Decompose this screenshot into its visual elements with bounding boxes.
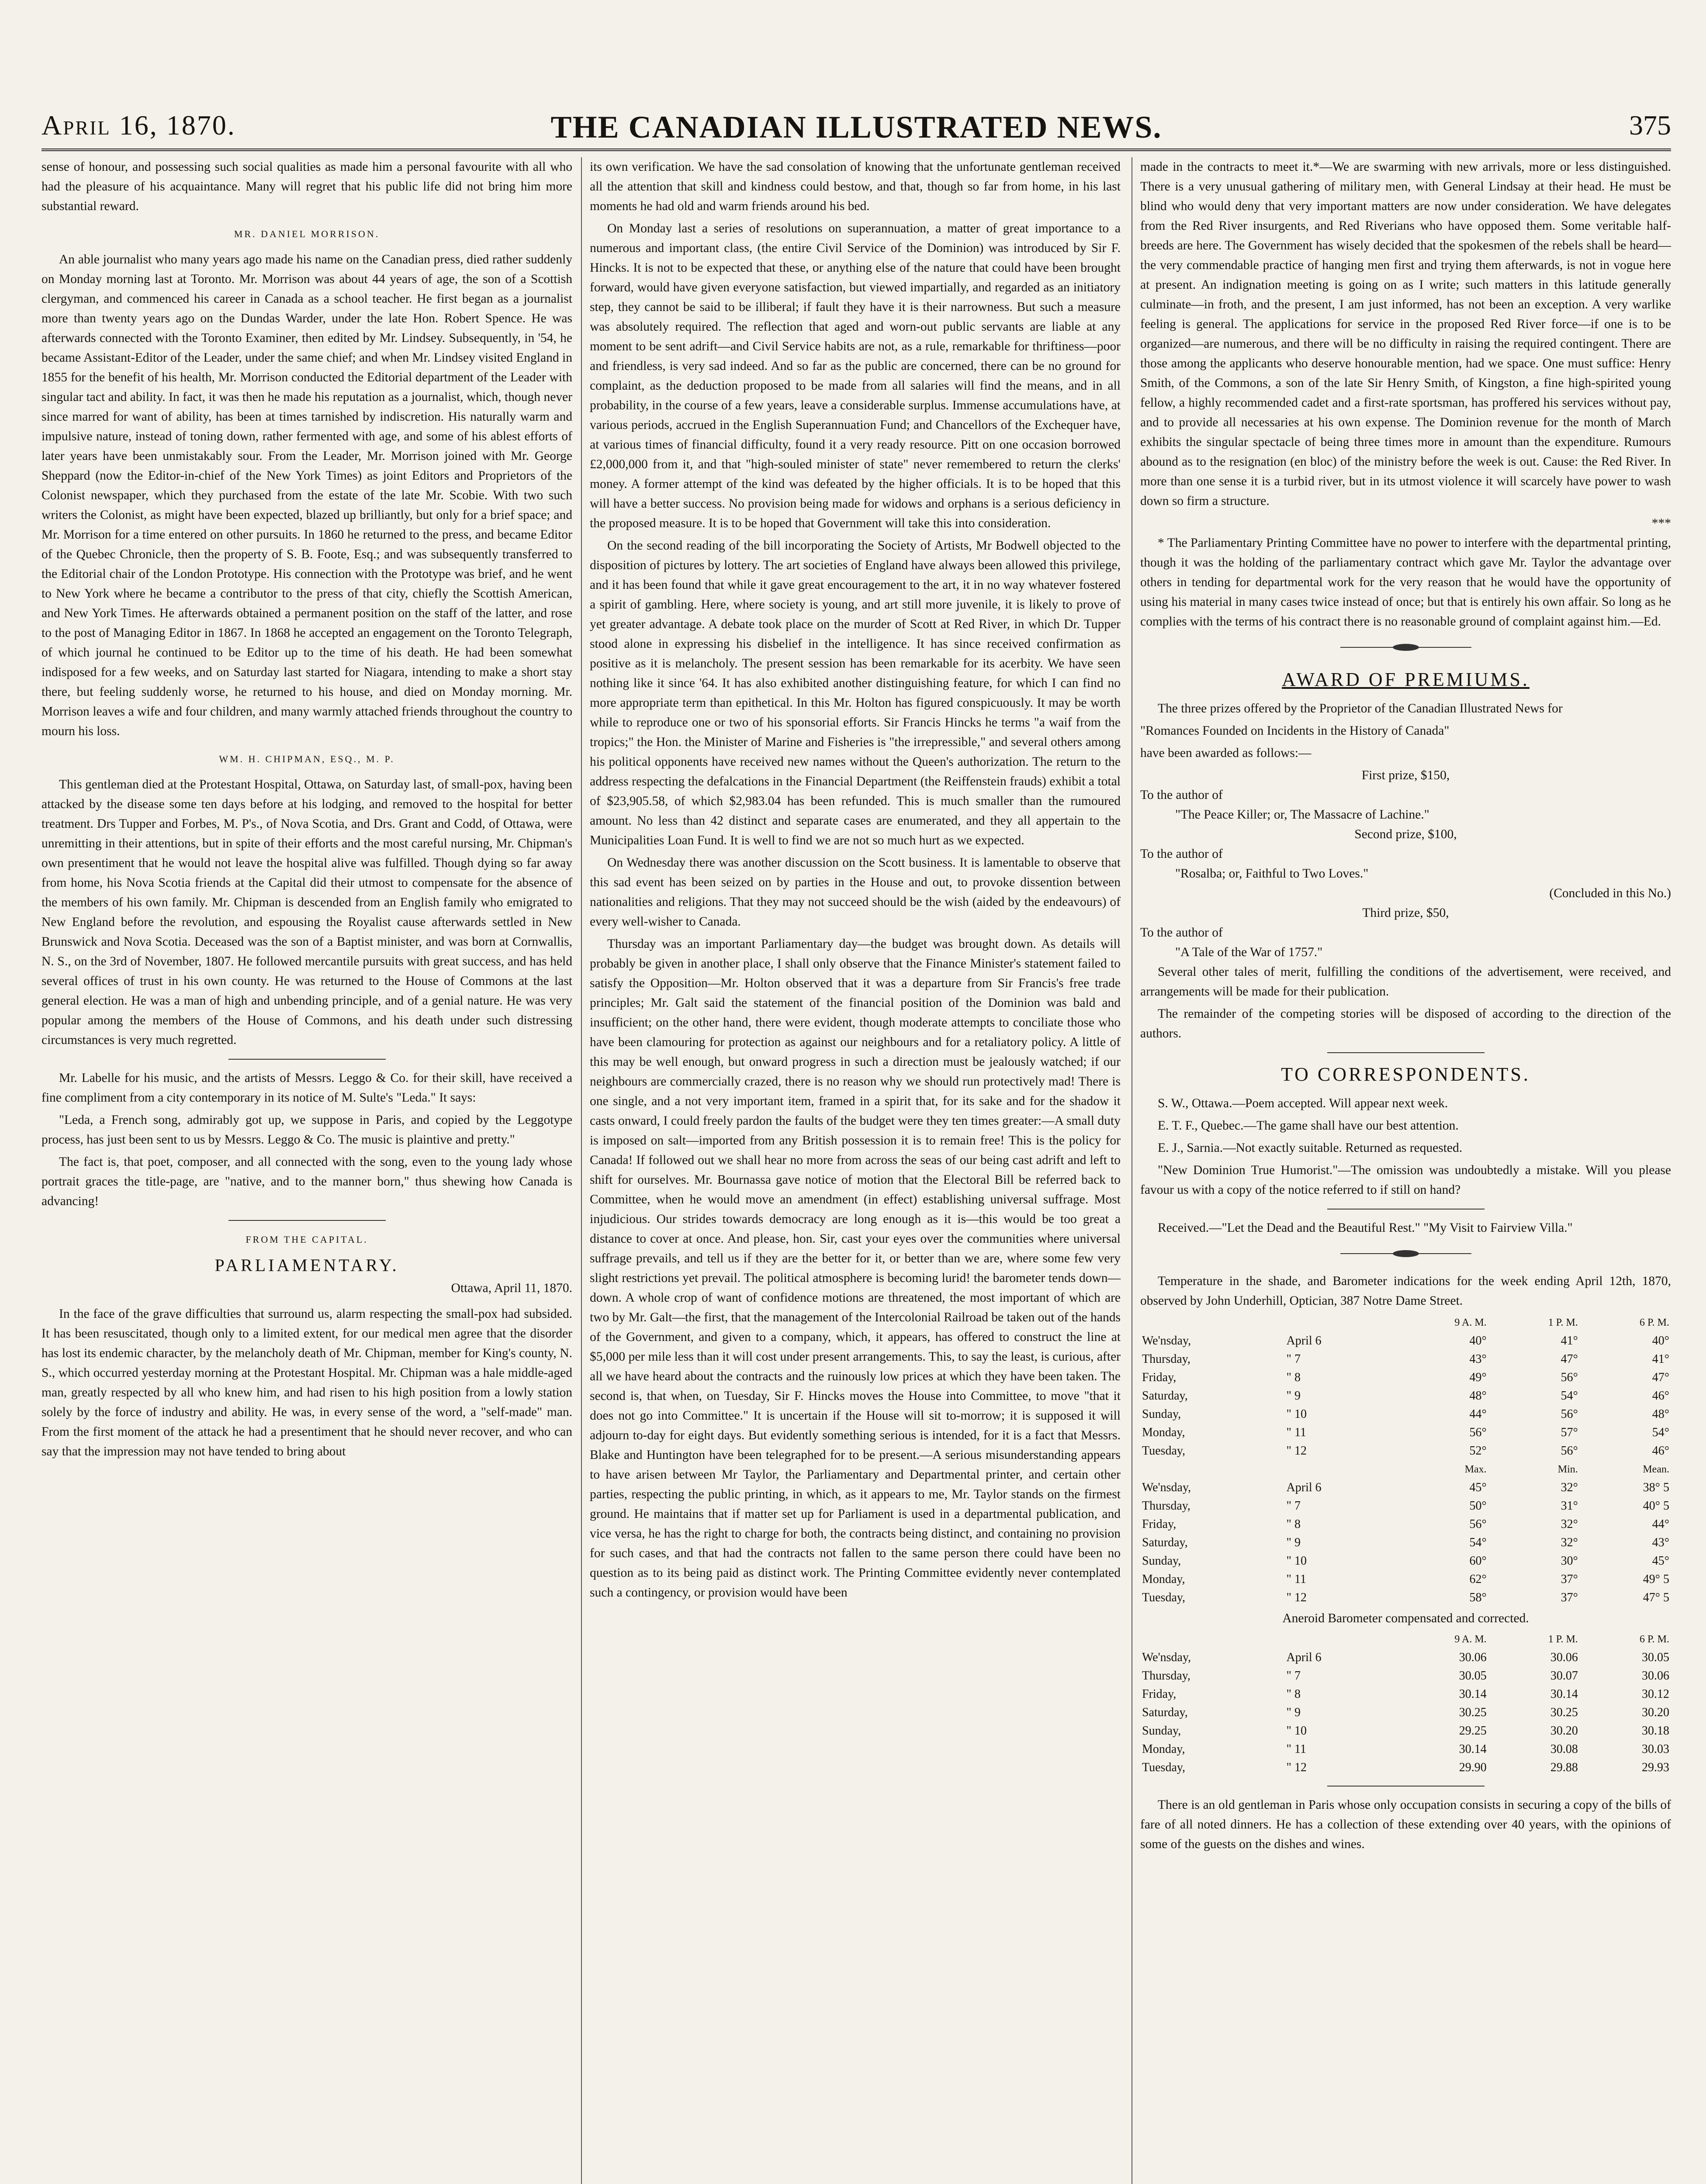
table-cell: Saturday, xyxy=(1142,1536,1188,1549)
first-prize: First prize, $150, xyxy=(1361,768,1450,782)
table-cell: 47° xyxy=(1561,1352,1578,1366)
table-cell: 54° xyxy=(1469,1536,1487,1549)
table-cell: " 9 xyxy=(1286,1389,1301,1403)
table-cell: " 10 xyxy=(1286,1724,1307,1738)
column-divider xyxy=(581,157,582,2184)
table-cell: Thursday, xyxy=(1142,1669,1190,1683)
table-cell: 31° xyxy=(1561,1499,1578,1513)
table-cell: 50° xyxy=(1469,1499,1487,1513)
table-cell: 29.93 xyxy=(1642,1761,1669,1774)
table-cell: 32° xyxy=(1561,1517,1578,1531)
table-cell: 56° xyxy=(1561,1407,1578,1421)
table-header-cell: 6 P. M. xyxy=(1639,1317,1669,1328)
masthead-title: THE CANADIAN ILLUSTRATED NEWS. xyxy=(550,110,1162,145)
table-cell: " 11 xyxy=(1286,1426,1306,1439)
table-cell: Tuesday, xyxy=(1142,1761,1186,1774)
table-row xyxy=(1140,1405,1671,1424)
table-cell: 57° xyxy=(1561,1426,1578,1439)
paragraph: On the second reading of the bill incorporating the Society of Artists, Mr Bodwell objected to the disposition of pictures by lottery. The art societies of England have always been allowed this privilege, and it has been found that while it gave great encouragement to the art, it in no way whatever fostered a spirit of gambling. Here, where society is young, and art still more juvenile, it is likely to prove of yet greater advantage. A debate took place on the murder of Scott at Red River, in which Dr. Tupper stood alone in expressing his disbelief in the intelligence. It has since received confirmation as positive as it is melancholy. The present session has been remarkable for its acerbity. We have seen nothing like it since '64. It has also exhibited another distinguishing feature, for which I can find no more appropriate term than epithetical. In this Mr. Holton has figured conspicuously. It may be worth while to reproduce one or two of his sponsorial efforts. Sir Francis Hincks he terms "a waif from the tropics;" the Hon. the Minister of Marine and Fisheries is "the irrepressible," and several others among his political opponents have received new names without the Queen's authorization. The return to the address respecting the defalcations in the Financial Department (the Reiffenstein frauds) exhibit a total of $23,905.58, of which $2,983.04 has been refunded. This is much smaller than the rumoured amount. No less than 42 distinct and separate cases are enumerated, and they all appertain to the Municipalities Loan Fund. It is well to find we are not so much hurt as we expected. xyxy=(590,539,1121,847)
table-cell: 30.14 xyxy=(1550,1687,1578,1701)
table-header-cell: Mean. xyxy=(1643,1464,1669,1475)
received-note: Received.—"Let the Dead and the Beautiful Rest." "My Visit to Fairview Villa." xyxy=(1158,1221,1573,1235)
paragraph: This gentleman died at the Protestant Hospital, Ottawa, on Saturday last, of small-pox, having been attacked by the disease some ten days before at his lodging, and removed to the hospital for better treatment. Drs Tupper and Forbes, M. P's., of Nova Scotia, and Drs. Grant and Codd, of Ottawa, were unremitting in their attentions, but in spite of their efforts and the most careful nursing, Mr. Chipman's own presentiment that he would not leave the hospital alive was fulfilled. Though dying so far away from home, his Nova Scotia friends at the Capital did their utmost to compensate for the absence of the members of his own family. Mr. Chipman is descended from an English family who emigrated to New England before the revolution, and espousing the Royalist cause afterwards settled in New Brunswick and Nova Scotia. Deceased was the son of a Baptist minister, and was born at Cornwallis, N. S., on the 3rd of November, 1807. He followed mercantile pursuits with great success, and has held several offices of trust in his own county. He was returned to the House of Commons at the last general election. He was a man of high and unbending principle, and of a genial nature. He was very popular among the members of the House of Commons, and his death under such distressing circumstances is very much regretted. xyxy=(42,778,572,1047)
page-number: 375 xyxy=(1629,110,1671,141)
paragraph: sense of honour, and possessing such social qualities as made him a personal favourite with all who had the pleasure of his acquaintance. Many will regret that his public life did not bring him more substantial reward. xyxy=(42,160,572,213)
table-header-cell: 1 P. M. xyxy=(1548,1634,1578,1645)
table-row xyxy=(1140,1387,1671,1405)
table-cell: 30.20 xyxy=(1642,1706,1669,1719)
table-row xyxy=(1140,1534,1671,1552)
table-header-row xyxy=(1140,1313,1671,1332)
table-cell: 30.07 xyxy=(1550,1669,1578,1683)
award-series-title: "Romances Founded on Incidents in the History of Canada" xyxy=(1140,724,1450,738)
table-cell: Monday, xyxy=(1142,1426,1185,1439)
table-cell: We'nsday, xyxy=(1142,1481,1191,1494)
table-cell: " 7 xyxy=(1286,1499,1301,1513)
paragraph: made in the contracts to meet it.*—We are swarming with new arrivals, more or less distinguished. There is a very unusual gathering of military men, with General Lindsay at their head. He must be blind who would deny that very important matters are now under consideration. We have delegates from the Red River insurgents, and Red Riverians who have opposed them. Some veritable half-breeds are here. The Government has wisely decided that the spokesmen of the rebels shall be heard—the very commendable practice of hanging men first and trying them afterwards, is not in vogue here at present. An indignation meeting is going on as I write; such matters in this latitude generally culminate—in froth, and the present, I am just informed, has not been an exception. A very warlike feeling is general. The applications for service in the proposed Red River force—if one is to be organized—are numerous, and there will be no difficulty in raising the required contingent. There are those among the applicants who deserve honourable mention, had we space. One must suffice: Henry Smith, of the Commons, a son of the late Sir Henry Smith, of Kingston, a fine high-spirited young fellow, a highly recommended cadet and a first-rate sportsman, has proffered his services without pay, and to provide all necessaries at his own expense. The Dominion revenue for the month of March exhibits the singular spectacle of being three times more in amount than the expenditure. Rumours abound as to the resignation (en bloc) of the ministry before the week is out. Cause: the Red River. In more than one sense it is a turbid river, but in its utmost violence it will scarcely have power to wash down so firm a structure. xyxy=(1140,160,1671,508)
table-row xyxy=(1140,1350,1671,1368)
table-cell: Thursday, xyxy=(1142,1352,1190,1366)
barometer-caption: Aneroid Barometer compensated and corrected. xyxy=(1282,1611,1529,1625)
table-row xyxy=(1140,1740,1671,1759)
table-cell: " 11 xyxy=(1286,1572,1306,1586)
table-cell: Friday, xyxy=(1142,1371,1177,1384)
paragraph: The remainder of the competing stories will be disposed of according to the direction of the authors. xyxy=(1140,1007,1671,1040)
table-cell: 62° xyxy=(1469,1572,1487,1586)
table-cell: Sunday, xyxy=(1142,1724,1181,1738)
table-cell: 48° xyxy=(1469,1389,1487,1403)
table-cell: 45° xyxy=(1652,1554,1669,1568)
table-cell: 32° xyxy=(1561,1481,1578,1494)
table-cell: " 12 xyxy=(1286,1444,1307,1458)
table-cell: 49° xyxy=(1469,1371,1487,1384)
table-cell: Saturday, xyxy=(1142,1389,1188,1403)
prize-author-label: To the author of xyxy=(1140,847,1223,861)
barometer-table xyxy=(1140,1630,1671,1777)
award-heading: AWARD OF PREMIUMS. xyxy=(1282,669,1530,690)
story-title: "The Peace Killer; or, The Massacre of Lachine." xyxy=(1175,808,1429,822)
table-cell: 46° xyxy=(1652,1389,1669,1403)
table-cell: 30.25 xyxy=(1550,1706,1578,1719)
table-header-cell xyxy=(1285,1460,1391,1479)
table-cell: 46° xyxy=(1652,1444,1669,1458)
dateline: Ottawa, April 11, 1870. xyxy=(451,1281,572,1295)
table-header-cell xyxy=(1140,1460,1285,1479)
table-cell: 30.20 xyxy=(1550,1724,1578,1738)
table-cell: Sunday, xyxy=(1142,1407,1181,1421)
ornament-icon xyxy=(1340,642,1471,653)
table-cell: Saturday, xyxy=(1142,1706,1188,1719)
table-header-cell: 6 P. M. xyxy=(1639,1634,1669,1645)
table-cell: 45° xyxy=(1469,1481,1487,1494)
table-cell: 56° xyxy=(1561,1444,1578,1458)
table-cell: 44° xyxy=(1469,1407,1487,1421)
paragraph: The three prizes offered by the Proprietor of the Canadian Illustrated News for xyxy=(1158,702,1563,715)
table-cell: " 8 xyxy=(1286,1371,1301,1384)
prize-author-label: To the author of xyxy=(1140,926,1223,940)
table-cell: Monday, xyxy=(1142,1572,1185,1586)
table-header-cell: 1 P. M. xyxy=(1548,1317,1578,1328)
page-header xyxy=(42,109,1671,153)
table-cell: " 12 xyxy=(1286,1591,1307,1604)
table-row xyxy=(1140,1332,1671,1350)
prize-author-label: To the author of xyxy=(1140,788,1223,802)
column-3 xyxy=(1140,157,1671,1857)
table-cell: 29.88 xyxy=(1550,1761,1578,1774)
table-cell: " 7 xyxy=(1286,1669,1301,1683)
paragraph: have been awarded as follows:— xyxy=(1140,746,1312,760)
table-cell: 38° 5 xyxy=(1643,1481,1669,1494)
section-rule xyxy=(228,1220,386,1221)
table-cell: 37° xyxy=(1561,1572,1578,1586)
paragraph: The fact is, that poet, composer, and all connected with the song, even to the young lady whose portrait graces the title-page, are "native, and to the manner born," thus shewing how Canada is advancing! xyxy=(42,1155,572,1208)
ornament-divider xyxy=(1140,1245,1671,1265)
paragraph: In the face of the grave difficulties that surround us, alarm respecting the small-pox had subsided. It has been resuscitated, though only to a limited extent, for our medical men agree that the disorder has lost its endemic character, by the melancholy death of Mr. Chipman, member for King's county, N. S., which occurred yesterday morning at the Protestant Hospital. Mr. Chipman was a hale middle-aged man, greatly respected by all who knew him, and had risen to his high position from a lowly station solely by the force of industry and ability. He was, in every sense of the word, a "self-made" man. From the first moment of the attack he had a presentiment that he should never recover, and who can say that the impression may not have tended to bring about xyxy=(42,1307,572,1458)
table-cell: " 8 xyxy=(1286,1687,1301,1701)
quotation: "Leda, a French song, admirably got up, we suppose in Paris, and copied by the Leggotype process, has just been sent to us by Messrs. Leggo & Co. The music is plaintive and pretty." xyxy=(42,1113,572,1147)
table-cell: We'nsday, xyxy=(1142,1334,1191,1348)
section-rule xyxy=(228,1059,386,1060)
section-rule xyxy=(1327,1786,1485,1787)
table-row xyxy=(1140,1667,1671,1685)
table-cell: 56° xyxy=(1469,1517,1487,1531)
table-header-row xyxy=(1140,1630,1671,1648)
table-cell: Thursday, xyxy=(1142,1499,1190,1513)
correspondent-note: S. W., Ottawa.—Poem accepted. Will appear next week. xyxy=(1158,1096,1448,1110)
table-cell: 30.03 xyxy=(1642,1742,1669,1756)
table-cell: 30.08 xyxy=(1550,1742,1578,1756)
table-header-cell xyxy=(1140,1313,1285,1332)
table-cell: 30.12 xyxy=(1642,1687,1669,1701)
table-row xyxy=(1140,1479,1671,1497)
table-cell: 43° xyxy=(1652,1536,1669,1549)
table-cell: 56° xyxy=(1561,1371,1578,1384)
table-cell: April 6 xyxy=(1286,1334,1322,1348)
table-cell: 30.06 xyxy=(1550,1651,1578,1664)
table-cell: Tuesday, xyxy=(1142,1591,1186,1604)
table-cell: 29.90 xyxy=(1459,1761,1487,1774)
stars-ornament: *** xyxy=(1651,516,1671,530)
table-cell: 40° xyxy=(1469,1334,1487,1348)
table-row xyxy=(1140,1685,1671,1704)
table-cell: We'nsday, xyxy=(1142,1651,1191,1664)
table-cell: 40° 5 xyxy=(1643,1499,1669,1513)
paragraph: On Monday last a series of resolutions on superannuation, a matter of great importance to a numerous and important class, (the entire Civil Service of the Dominion) was introduced by Sir F. Hincks. It is not to be expected that these, or anything else of the nature that could have been brought forward, would have given everyone satisfaction, but viewed impartially, and regarded as an initiatory step, they cannot be said to be illiberal; if fault they have it is their narrowness. But such a measure was absolutely required. The reflection that aged and worn-out public servants are liable at any moment to be sent adrift—and Civil Service habits are not, as a rule, remarkable for thriftiness—poor and friendless, is very sad indeed. And so far as the public are concerned, there can be no ground for complaint, as the deduction proposed to be made from all salaries will find the means, and in all probability, in the course of a few years, leave a considerable surplus. Immense accumulations have, at various periods, accrued in the English Superannuation Fund; and Chancellors of the Exchequer have, at various times of financial difficulty, found it a very ready resource. Pitt on one occasion borrowed £2,000,000 from it, and that "high-souled minister of state" never remembered to return the clerks' money. A former attempt of the kind was defeated by the higher officials. It is to be hoped that this will have a better success. No provision being made for widows and orphans is a serious deficiency in the proposed measure. It is to be hoped that Government will take this into consideration. xyxy=(590,221,1121,530)
table-row xyxy=(1140,1424,1671,1442)
table-row xyxy=(1140,1552,1671,1570)
table-cell: 47° xyxy=(1652,1371,1669,1384)
table-header-row xyxy=(1140,1460,1671,1479)
table-header-cell xyxy=(1285,1313,1391,1332)
table-row xyxy=(1140,1648,1671,1667)
table-cell: 40° xyxy=(1652,1334,1669,1348)
table-row xyxy=(1140,1497,1671,1515)
paragraph: Several other tales of merit, fulfilling the conditions of the advertisement, were received, and arrangements will be made for their publication. xyxy=(1140,965,1671,999)
table-cell: 44° xyxy=(1652,1517,1669,1531)
table-cell: " 11 xyxy=(1286,1742,1306,1756)
table-row xyxy=(1140,1722,1671,1740)
paragraph: Mr. Labelle for his music, and the artists of Messrs. Leggo & Co. for their skill, have received a fine compliment from a city contemporary in its notice of M. Sulte's "Leda." It says: xyxy=(42,1071,572,1105)
table-header-cell: 9 A. M. xyxy=(1454,1317,1487,1328)
table-cell: 30° xyxy=(1561,1554,1578,1568)
table-cell: 48° xyxy=(1652,1407,1669,1421)
table-cell: 54° xyxy=(1652,1426,1669,1439)
table-row xyxy=(1140,1515,1671,1534)
table-cell: April 6 xyxy=(1286,1651,1322,1664)
table-cell: 58° xyxy=(1469,1591,1487,1604)
table-cell: 29.25 xyxy=(1459,1724,1487,1738)
table-cell: 49° 5 xyxy=(1643,1572,1669,1586)
table-cell: 52° xyxy=(1469,1444,1487,1458)
column-2 xyxy=(590,157,1121,1605)
ornament-icon xyxy=(1340,1248,1471,1259)
newspaper-page xyxy=(42,17,1671,2184)
paragraph: its own verification. We have the sad consolation of knowing that the unfortunate gentleman received all the attention that skill and kindness could bestow, and that, though so far from home, in his last moments he had old and warm friends around his bed. xyxy=(590,160,1121,213)
table-cell: 32° xyxy=(1561,1536,1578,1549)
section-kicker: FROM THE CAPITAL. xyxy=(246,1234,368,1245)
column-1 xyxy=(42,157,572,1464)
correspondents-heading: TO CORRESPONDENTS. xyxy=(1281,1064,1530,1085)
table-cell: 30.14 xyxy=(1459,1687,1487,1701)
table-cell: Sunday, xyxy=(1142,1554,1181,1568)
header-rule xyxy=(42,149,1671,151)
table-cell: 43° xyxy=(1469,1352,1487,1366)
paragraph: On Wednesday there was another discussion on the Scott business. It is lamentable to observe that this sad event has been seized on by parties in the House and out, to provoke dissention between nationalities and religions. That they may not succeed should be the wish (aided by the endeavours) of every well-wisher to Canada. xyxy=(590,856,1121,929)
table-row xyxy=(1140,1589,1671,1607)
third-prize: Third prize, $50, xyxy=(1362,906,1449,920)
second-prize: Second prize, $100, xyxy=(1354,827,1457,841)
table-cell: Monday, xyxy=(1142,1742,1185,1756)
table-cell: 30.06 xyxy=(1642,1669,1669,1683)
ornament-divider xyxy=(1140,639,1671,658)
story-note: (Concluded in this No.) xyxy=(1549,886,1671,900)
table-cell: April 6 xyxy=(1286,1481,1322,1494)
table-cell: Tuesday, xyxy=(1142,1444,1186,1458)
table-cell: 30.25 xyxy=(1459,1706,1487,1719)
section-rule xyxy=(1327,1052,1485,1053)
table-row xyxy=(1140,1759,1671,1777)
table-header-cell: 9 A. M. xyxy=(1454,1634,1487,1645)
story-title: "A Tale of the War of 1757." xyxy=(1175,945,1323,959)
table-cell: 56° xyxy=(1469,1426,1487,1439)
table-cell: " 7 xyxy=(1286,1352,1301,1366)
table-cell: 37° xyxy=(1561,1591,1578,1604)
table-header-cell: Min. xyxy=(1557,1464,1578,1475)
table-cell: Friday, xyxy=(1142,1687,1177,1701)
table-cell: 30.14 xyxy=(1459,1742,1487,1756)
temperature-table xyxy=(1140,1313,1671,1607)
table-cell: 41° xyxy=(1561,1334,1578,1348)
table-cell: 54° xyxy=(1561,1389,1578,1403)
obituary-heading: MR. DANIEL MORRISON. xyxy=(234,228,380,239)
table-header-cell: Max. xyxy=(1464,1464,1487,1475)
table-header-cell xyxy=(1285,1630,1391,1648)
table-cell: 41° xyxy=(1652,1352,1669,1366)
table-cell: 30.06 xyxy=(1459,1651,1487,1664)
table-cell: 30.05 xyxy=(1459,1669,1487,1683)
table-cell: " 10 xyxy=(1286,1554,1307,1568)
story-title: "Rosalba; or, Faithful to Two Loves." xyxy=(1175,867,1369,881)
table-cell: 60° xyxy=(1469,1554,1487,1568)
table-cell: " 9 xyxy=(1286,1536,1301,1549)
table-cell: 30.18 xyxy=(1642,1724,1669,1738)
paragraph: There is an old gentleman in Paris whose only occupation consists in securing a copy of the bills of fare of all noted dinners. He has a collection of these extending over 40 years, with the opinions of some of the guests on the dishes and wines. xyxy=(1140,1798,1671,1851)
table-cell: 47° 5 xyxy=(1643,1591,1669,1604)
table-cell: Friday, xyxy=(1142,1517,1177,1531)
issue-date: April 16, 1870. xyxy=(42,110,236,141)
correspondent-note: E. T. F., Quebec.—The game shall have our best attention. xyxy=(1158,1119,1459,1133)
table-row xyxy=(1140,1368,1671,1387)
weather-intro: Temperature in the shade, and Barometer indications for the week ending April 12th, 1870, observed by John Underhill, Optician, 387 Notre Dame Street. xyxy=(1140,1274,1671,1308)
section-heading: PARLIAMENTARY. xyxy=(215,1255,399,1275)
table-header-cell xyxy=(1140,1630,1285,1648)
table-cell: " 12 xyxy=(1286,1761,1307,1774)
table-row xyxy=(1140,1442,1671,1460)
correspondent-note: E. J., Sarnia.—Not exactly suitable. Returned as requested. xyxy=(1158,1141,1463,1155)
footnote: * The Parliamentary Printing Committee have no power to interfere with the departmental printing, though it was the holding of the parliamentary contract which gave Mr. Taylor the advantage over others in tending for departmental work for the very reason that he would have the opportunity of using his material in many cases twice instead of once; but that is entirely his own affair. So long as he complies with the terms of his contract there is no reasonable ground of complaint against him.—Ed. xyxy=(1140,536,1671,629)
table-cell: " 8 xyxy=(1286,1517,1301,1531)
table-cell: " 10 xyxy=(1286,1407,1307,1421)
paragraph: Thursday was an important Parliamentary day—the budget was brought down. As details will probably be given in another place, I shall only observe that the Finance Minister's statement failed to satisfy the Opposition—Mr. Holton observed that it was a departure from Sir Francis's free trade principles; Mr. Galt said the statement of the financial position of the Dominion was bald and insufficient; on the other hand, there were evident, though moderate attempts to conciliate those who have been clamouring for protection as against our neighbours and for a retaliatory policy. A little of this may be well enough, but onward progress in such a direction must be jealously watched; if our neighbours are commercially crazed, there is no reason why we should run protectively mad! There is one single, and a not very important item, framed in a spirit that, for its sake and for the shadow it casts onward, I could freely pardon the faults of the budget were they ten times greater:—A small duty is imposed on salt—imported from any British possession it is to remain free! This is the policy for Canada! If followed out we shall hear no more from across the seas of our being cast adrift and left to shift for ourselves. Mr. Bournassa gave notice of motion that the Electoral Bill be referred back to Committee, when he would move an amendment (in effect) establishing universal suffrage. Most injudicious. Our strides towards democracy are long enough as it is—this would be too great a distance to cover at once. And please, hon. Sir, cast your eyes over the communities where universal suffrage prevails, and tell us if they are the better for it, or better than we are, where some few very slight restrictions yet prevail. The political atmosphere is becoming lurid! the barometer tends down—down. A whole crop of want of confidence motions are threatened, the most important of which are two by Mr. Galt—the first, that the management of the Intercolonial Railroad be taken out of the hands of the Government, and given to a company, which, it appears, has offered to construct the line at $5,000 per mile less than it will cost under present arrangements. This, to say the least, is curious, after all we have heard about the contracts and the ruinously low prices at which they have been taken. The second is, that when, on Tuesday, Sir F. Hincks moves the House into Committee, to move "that it does not go into Committee." It is uncertain if the House will sit to-morrow; it is supposed it will adjourn to-day for eight days. But evidently something serious is intended, for it is a fact that Messrs. Blake and Huntington have been telegraphed for to be present.—A serious misunderstanding appears to have arisen between Mr Taylor, the Parliamentary and Departmental printer, and certain other parties, respecting the public printing, in which, as it appears to me, Mr. Taylor stands on the firmest ground. He maintains that if matter set up for Parliament is used in a departmental publication, and vice versa, he has the right to charge for both, the contracts being distinct, and containing no provision for such cases, and that had the contracts not fallen to the same person there could have been no question as to its being paid as distinct work. The Printing Committee evidently never contemplated such a contingency, or provision would have been xyxy=(590,937,1121,1600)
table-cell: 30.05 xyxy=(1642,1651,1669,1664)
obituary-heading: WM. H. CHIPMAN, ESQ., M. P. xyxy=(219,753,395,764)
table-row xyxy=(1140,1570,1671,1589)
table-cell: " 9 xyxy=(1286,1706,1301,1719)
table-row xyxy=(1140,1704,1671,1722)
correspondent-note: "New Dominion True Humorist."—The omission was undoubtedly a mistake. Will you please favour us with a copy of the notice referred to if still on hand? xyxy=(1140,1163,1671,1197)
paragraph: An able journalist who many years ago made his name on the Canadian press, died rather suddenly on Monday morning last at Toronto. Mr. Morrison was about 44 years of age, the son of a Scottish clergyman, and commenced his career in Canada as a school teacher. He first began as a journalist more than twenty years ago on the Dundas Warder, under the late Hon. Robert Spence. He was afterwards connected with the Toronto Examiner, then edited by Mr. Lindsey. Subsequently, in '54, he became Assistant-Editor of the Leader, under the same chief; and when Mr. Lindsey visited England in 1855 for the benefit of his health, Mr. Morrison conducted the Editorial department of the Leader with singular tact and ability. In fact, it was then he made his reputation as a journalist, which, though never since marred for want of ability, has been at times tarnished by indiscretion. His naturally warm and impulsive nature, instead of toning down, rather fermented with age, and some of his ablest efforts of later years have been unmistakably sour. From the Leader, Mr. Morrison joined with Mr. George Sheppard (now the Editor-in-chief of the New York Times) as joint Editors and Proprietors of the Colonist newspaper, which they purchased from the estate of the late Mr. Scobie. With two such writers the Colonist, as might have been expected, blazed up brilliantly, but only for a brief space; and Mr. Morrison for a time entered on other pursuits. In 1860 he returned to the press, and became Editor of the Quebec Chronicle, then the property of S. B. Foote, Esq.; and was subsequently transferred to the Editorial chair of the London Prototype. His connection with the Prototype was brief, and he went to New York where he became a contributor to the press of that city, chiefly the Scottish American, and New York Times. He afterwards obtained a permanent position on the staff of the latter, and rose to the post of Managing Editor in 1867. In 1868 he accepted an engagement on the Toronto Telegraph, of which journal he continued to be Editor up to the time of his death. He had been somewhat indisposed for a few weeks, and on Saturday last started for Niagara, intending to make a short stay there, but feeling suddenly worse, he returned to his house, and died on Monday morning. Mr. Morrison leaves a wife and four children, and many warmly attached friends throughout the country to mourn his loss. xyxy=(42,252,572,738)
